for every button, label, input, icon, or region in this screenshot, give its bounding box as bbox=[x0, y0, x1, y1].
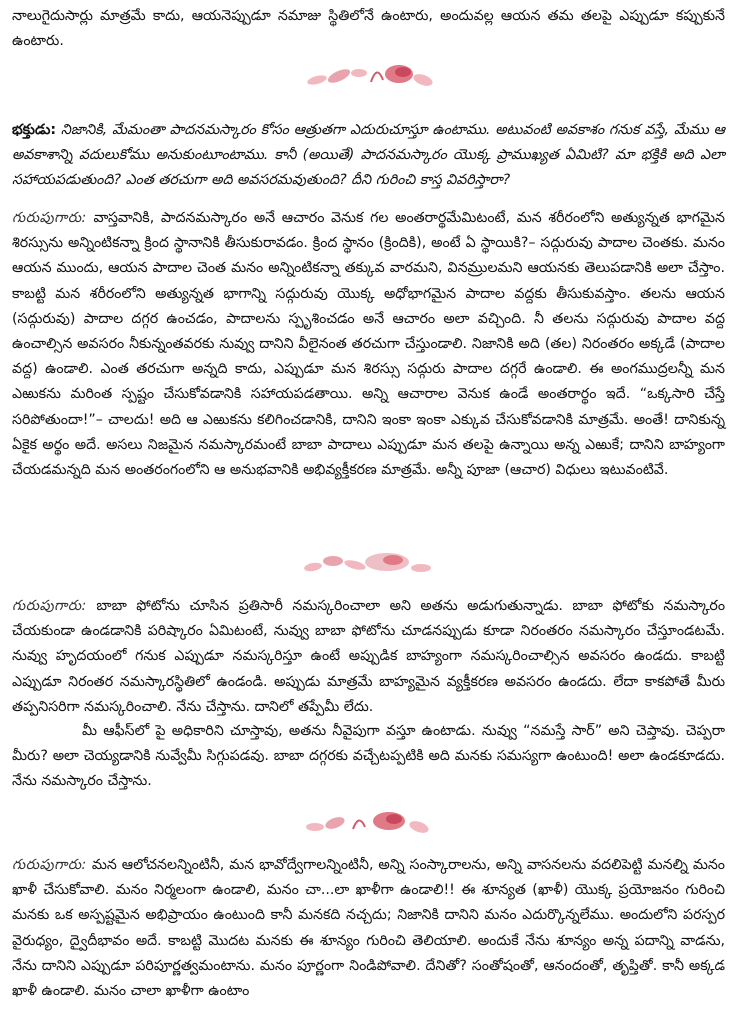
guru-answer-2-continued: మీ ఆఫీస్‌లో పై అధికారిని చూస్తావు, అతను నీవైపుగా వస్తూ ఉంటాడు. నువ్వు “నమస్తే సార్” అని చెప్తావు. చెప్పరా మీరు? అలా చెయ్యడానికి నువ్వేమీ సిగ్గుపడవు. బాబా దగ్గరకు వచ్చేటప్పటికి అది మనకు సమస్యగా ఉంటుంది! అలా ఉండకూడదు. నేను నమస్కారం చేస్తాను. bbox=[12, 723, 725, 790]
devotee-text: నిజానికి, మేమంతా పాదనమస్కారం కోసం ఆత్రుతగా ఎదురుచూస్తూ ఉంటాము. అటువంటి అవకాశం గనుక వస్తే, మేము ఆ అవకాశాన్ని వదులుకోము అనుకుంటూంటాము. కానీ (అయితే) పాదనమస్కారం యొక్క ప్రాముఖ్యత ఏమిటి? మా భక్తికి అది ఎలా సహాయపడుతుంది? ఎంత తరచుగా అది అవసరమవుతుంది? దీని గురించి కాస్త వివరిస్తారా? bbox=[12, 122, 725, 189]
guru-label: గురుపుగారు: bbox=[12, 598, 87, 614]
rose-petals-icon bbox=[0, 807, 737, 837]
guru-answer-2 bbox=[12, 594, 725, 720]
guru-answer-3 bbox=[12, 853, 725, 1004]
top-paragraph: నాలుగైదుసార్లు మాత్రమే కాదు, ఆయనెప్పుడూ నమాజు స్థితిలోనే ఉంటారు, అందువల్ల ఆయన తమ తలపై ఎప్పుడూ కప్పుకునే ఉంటారు. bbox=[12, 8, 725, 50]
rose-petals-icon bbox=[0, 60, 737, 90]
guru-text: బాబా ఫోటోను చూసిన ప్రతిసారీ నమస్కరించాలా అని అతను అడుగుతున్నాడు. బాబా ఫోటోకు నమస్కారం చేయకుండా ఉండడానికి పరిష్కారం ఏమిటంటే, నువ్వు బాబా ఫోటోను చూడనప్పుడు కూడా నిరంతరం నమస్కారం చేస్తూండటమే. నువ్వు హృదయంలో గనుక ఎప్పుడూ నమస్కరిస్తూ ఉంటే అప్పుడిక బాహ్యంగా నమస్కరించాల్సిన అవసరం ఉండదు. కాబట్టి ఎప్పుడూ నిరంతర నమస్కారస్థితిలో ఉండండి. అప్పుడు మాత్రమే బాహ్యమైన వ్యక్తీకరణ అవసరం ఉండదు. లేదా కాకపోతే మీరు తప్పనిసరిగా నమస్కరించాలి. నేను చేస్తాను. దానిలో తప్పేమీ లేదు. bbox=[12, 598, 726, 715]
guru-label: గురుపుగారు: bbox=[12, 857, 87, 873]
rose-petals-icon bbox=[0, 547, 737, 577]
devotee-label: భక్తుడు: bbox=[12, 122, 57, 138]
guru-label: గురుపుగారు: bbox=[12, 210, 87, 226]
guru-text: మన ఆలోచనలన్నింటినీ, మన భావోద్వేగాలన్నింటినీ, అన్ని సంస్కారాలను, అన్ని వాసనలను వదలిపెట్టి మనల్ని మనం ఖాళీ చేసుకోవాలి. మనం నిర్మలంగా ఉండాలి, మనం చా...లా ఖాళీగా ఉండాలి!! ఈ శూన్యత (ఖాళీ) యొక్క ప్రయోజనం గురించి మనకు ఒక అస్పష్టమైన అభిప్రాయం ఉంటుంది కానీ మనకది నచ్చదు; నిజానికి దానిని మనం ఎదుర్కొన్నలేము. అందులోని పరస్పర వైరుధ్యం, ద్వైదీభావం అదే. కాబట్టి మొదట మనకు ఈ శూన్యం గురించి తెలియాలి. అందుకే నేను శూన్యం అన్న పదాన్ని వాడను, నేను దానిని ఎప్పుడూ పరిపూర్ణత్వమంటాను. మనం పూర్ణంగా నిండిపోవాలి. దేనితో? సంతోషంతో, ఆనందంతో, తృప్తితో. కానీ అక్కడ ఖాళీ ఉండాలి. మనం చాలా ఖాళీగా ఉంటాం bbox=[12, 857, 725, 1000]
guru-answer-1 bbox=[12, 206, 725, 483]
guru-text: వాస్తవానికి, పాదనమస్కారం అనే ఆచారం వెనుక గల అంతరార్థమేమిటంటే, మన శరీరంలోని అత్యున్నత భాగమైన శిరస్సును అన్నింటికన్నా క్రింద స్థానానికి తీసుకురావడం. క్రింద స్థానం (క్రిందికి), అంటే ఏ స్థాయికి?– సద్గురువు పాదాల చెంతకు. మనం ఆయన ముందు, ఆయన పాదాల చెంత మనం అన్నింటికన్నా తక్కువ వారమని, వినమ్రులమని ఆయనకు తెలుపడానికి అలా చేస్తాం. కాబట్టి మన శరీరంలోని అత్యున్నత భాగాన్ని సద్గురువు యొక్క అధోభాగమైన పాదాల వద్దకు తీసుకువస్తాం. తలను ఆయన (సద్గురువు) పాదాల దగ్గర ఉంచడం, పాదాలను స్పృశించడం అనే ఆచారం అలా వచ్చింది. నీ తలను సద్గురువు పాదాల వద్ద ఉంచాల్సిన అవసరం నీకున్నంతవరకు నువ్వు దానిని వీలైనంత తరచుగా చేస్తుండాలి. నిజానికి అది (తల) నిరంతరం అక్కడే (పాదాల వద్ద) ఉండాలి. ఎంత తరచుగా అన్నది కాదు, ఎప్పుడూ మన శిరస్సు సద్గురు పాదాల దగ్గరే ఉండాలి. ఈ అంగముద్రలన్నీ మన ఎఱుకను మరింత స్పష్టం చేసుకోవడానికి సహాయపడతాయి. అన్ని ఆచారాల వెనుక ఉండే అంతరార్థం ఇదే. “ఒక్కసారి చేస్తే సరిపోతుందా!”– చాలదు! అది ఆ ఎఱుకను కలిగించడానికి, దానిని ఇంకా ఇంకా ఎక్కువ చేసుకోవడానికి మాత్రమే. అంతే! దానికున్న ఏకైక అర్థం అదే. అసలు నిజమైన నమస్కారమంటే బాబా పాదాలు ఎప్పుడూ మన తలపై ఉన్నాయి అన్న ఎఱుకే; దానిని బాహ్యంగా చేయడమన్నది మన అంతరంగంలోని ఆ అనుభవానికి అభివ్యక్తీకరణ మాత్రమే. అన్నీ పూజా (ఆచార) విధులు ఇటువంటివే. bbox=[12, 210, 726, 479]
devotee-question bbox=[12, 118, 725, 194]
